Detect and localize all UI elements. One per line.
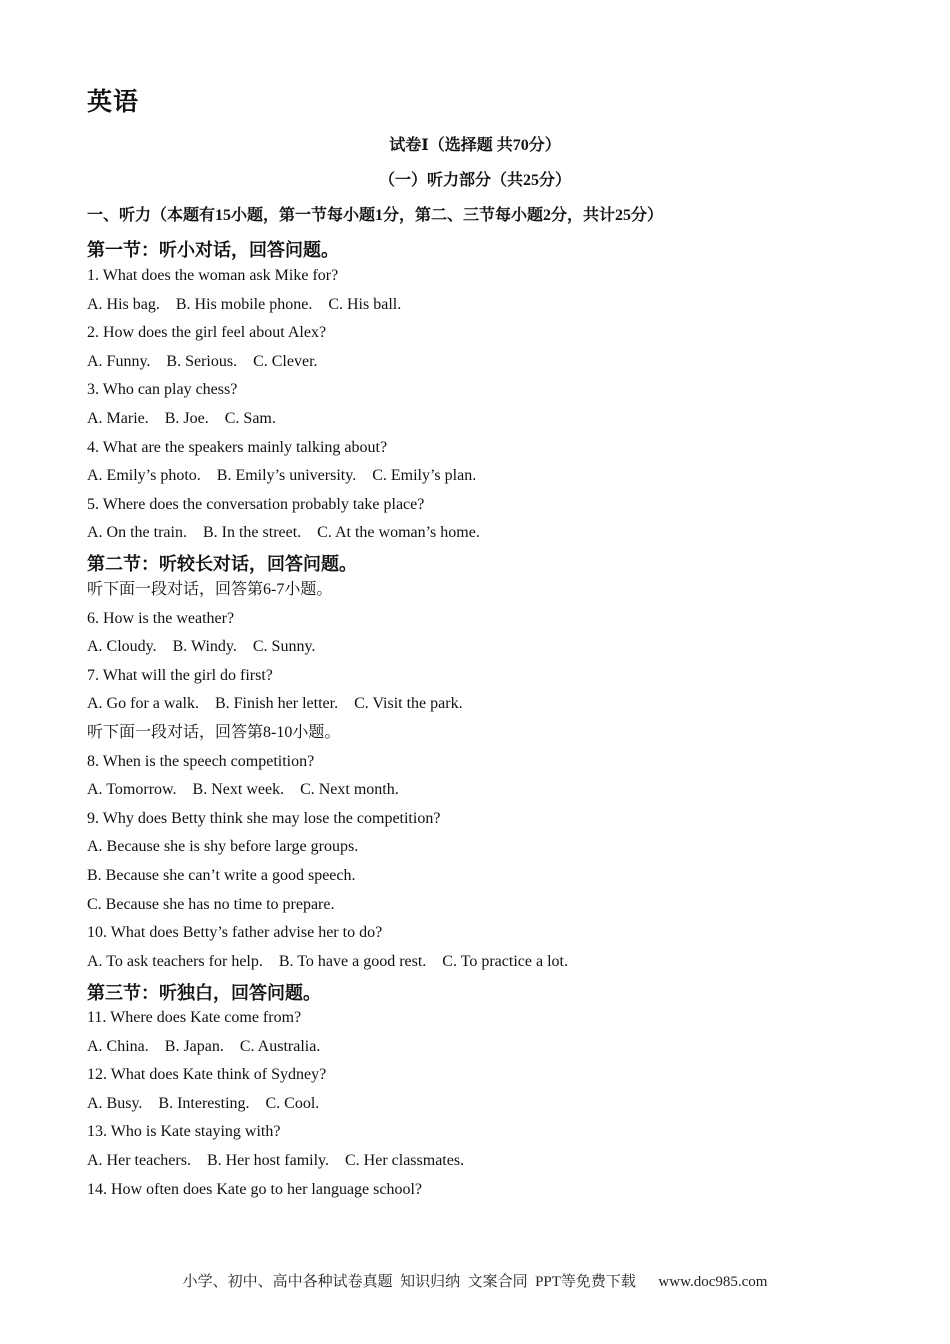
section2-line: A. To ask teachers for help. B. To have a good rest. C. To practice a lot. bbox=[87, 952, 568, 970]
section1-line: A. On the train. B. In the street. C. At the woman’s home. bbox=[87, 524, 480, 542]
section3-line: 11. Where does Kate come from? bbox=[87, 1009, 302, 1026]
section2-line: B. Because she can’t write a good speech. bbox=[87, 867, 356, 884]
section2-title: 第二节：听较长对话，回答问题。 bbox=[87, 554, 357, 575]
section3-line: A. Her teachers. B. Her host family. C. Her classmates. bbox=[87, 1152, 465, 1169]
section2-line: A. Because she is shy before large groups. bbox=[87, 838, 359, 856]
section1-title: 第一节：听小对话，回答问题。 bbox=[87, 240, 339, 261]
section1-line: 3. Who can play chess? bbox=[87, 381, 238, 399]
section3-line: 14. How often does Kate go to her language school? bbox=[87, 1180, 423, 1198]
footer bbox=[0, 1270, 950, 1291]
footer-text: 小学、初中、高中各种试卷真题 知识归纳 文案合同 PPT等免费下载 bbox=[182, 1274, 636, 1290]
section2-line: 听下面一段对话，回答第6-7小题。 bbox=[87, 581, 333, 598]
section1-line: A. His bag. B. His mobile phone. C. His ball. bbox=[87, 295, 402, 313]
section2-line: A. Tomorrow. B. Next week. C. Next month. bbox=[87, 781, 399, 799]
section3-title: 第三节：听独白，回答问题。 bbox=[87, 983, 321, 1004]
subject-title: 英语 bbox=[87, 87, 140, 116]
section2-line: 7. What will the girl do first? bbox=[87, 666, 273, 684]
section2-line: A. Cloudy. B. Windy. C. Sunny. bbox=[87, 638, 316, 656]
section1-line: 2. How does the girl feel about Alex? bbox=[87, 324, 327, 342]
part-title: （一）听力部分（共25分） bbox=[378, 172, 571, 189]
paper-title: 试卷Ⅰ（选择题 共70分） bbox=[389, 137, 561, 154]
footer-url: www.doc985.com bbox=[658, 1274, 768, 1290]
section3-line: A. China. B. Japan. C. Australia. bbox=[87, 1037, 321, 1055]
section3-line: 12. What does Kate think of Sydney? bbox=[87, 1066, 327, 1084]
section1-line: 5. Where does the conversation probably take place? bbox=[87, 495, 425, 513]
section2-line: 9. Why does Betty think she may lose the competition? bbox=[87, 809, 441, 827]
section2-line: 听下面一段对话，回答第8-10小题。 bbox=[87, 724, 341, 741]
section1-line: A. Marie. B. Joe. C. Sam. bbox=[87, 410, 276, 427]
section1-line: A. Funny. B. Serious. C. Clever. bbox=[87, 352, 318, 370]
section3-line: 13. Who is Kate staying with? bbox=[87, 1123, 281, 1141]
section2-line: 10. What does Betty’s father advise her to do? bbox=[87, 924, 383, 942]
section3-line: A. Busy. B. Interesting. C. Cool. bbox=[87, 1094, 320, 1112]
section2-line: 6. How is the weather? bbox=[87, 609, 235, 627]
section1-line: A. Emily’s photo. B. Emily’s university. C. Emily’s plan. bbox=[87, 467, 477, 485]
section1-line: 4. What are the speakers mainly talking about? bbox=[87, 438, 388, 456]
section2-line: C. Because she has no time to prepare. bbox=[87, 895, 335, 913]
section1-line: 1. What does the woman ask Mike for? bbox=[87, 267, 339, 284]
section2-line: A. Go for a walk. B. Finish her letter. C. Visit the park. bbox=[87, 695, 463, 713]
section2-line: 8. When is the speech competition? bbox=[87, 752, 315, 770]
section-heading: 一、听力（本题有15小题，第一节每小题1分，第二、三节每小题2分，共计25分） bbox=[87, 207, 664, 224]
